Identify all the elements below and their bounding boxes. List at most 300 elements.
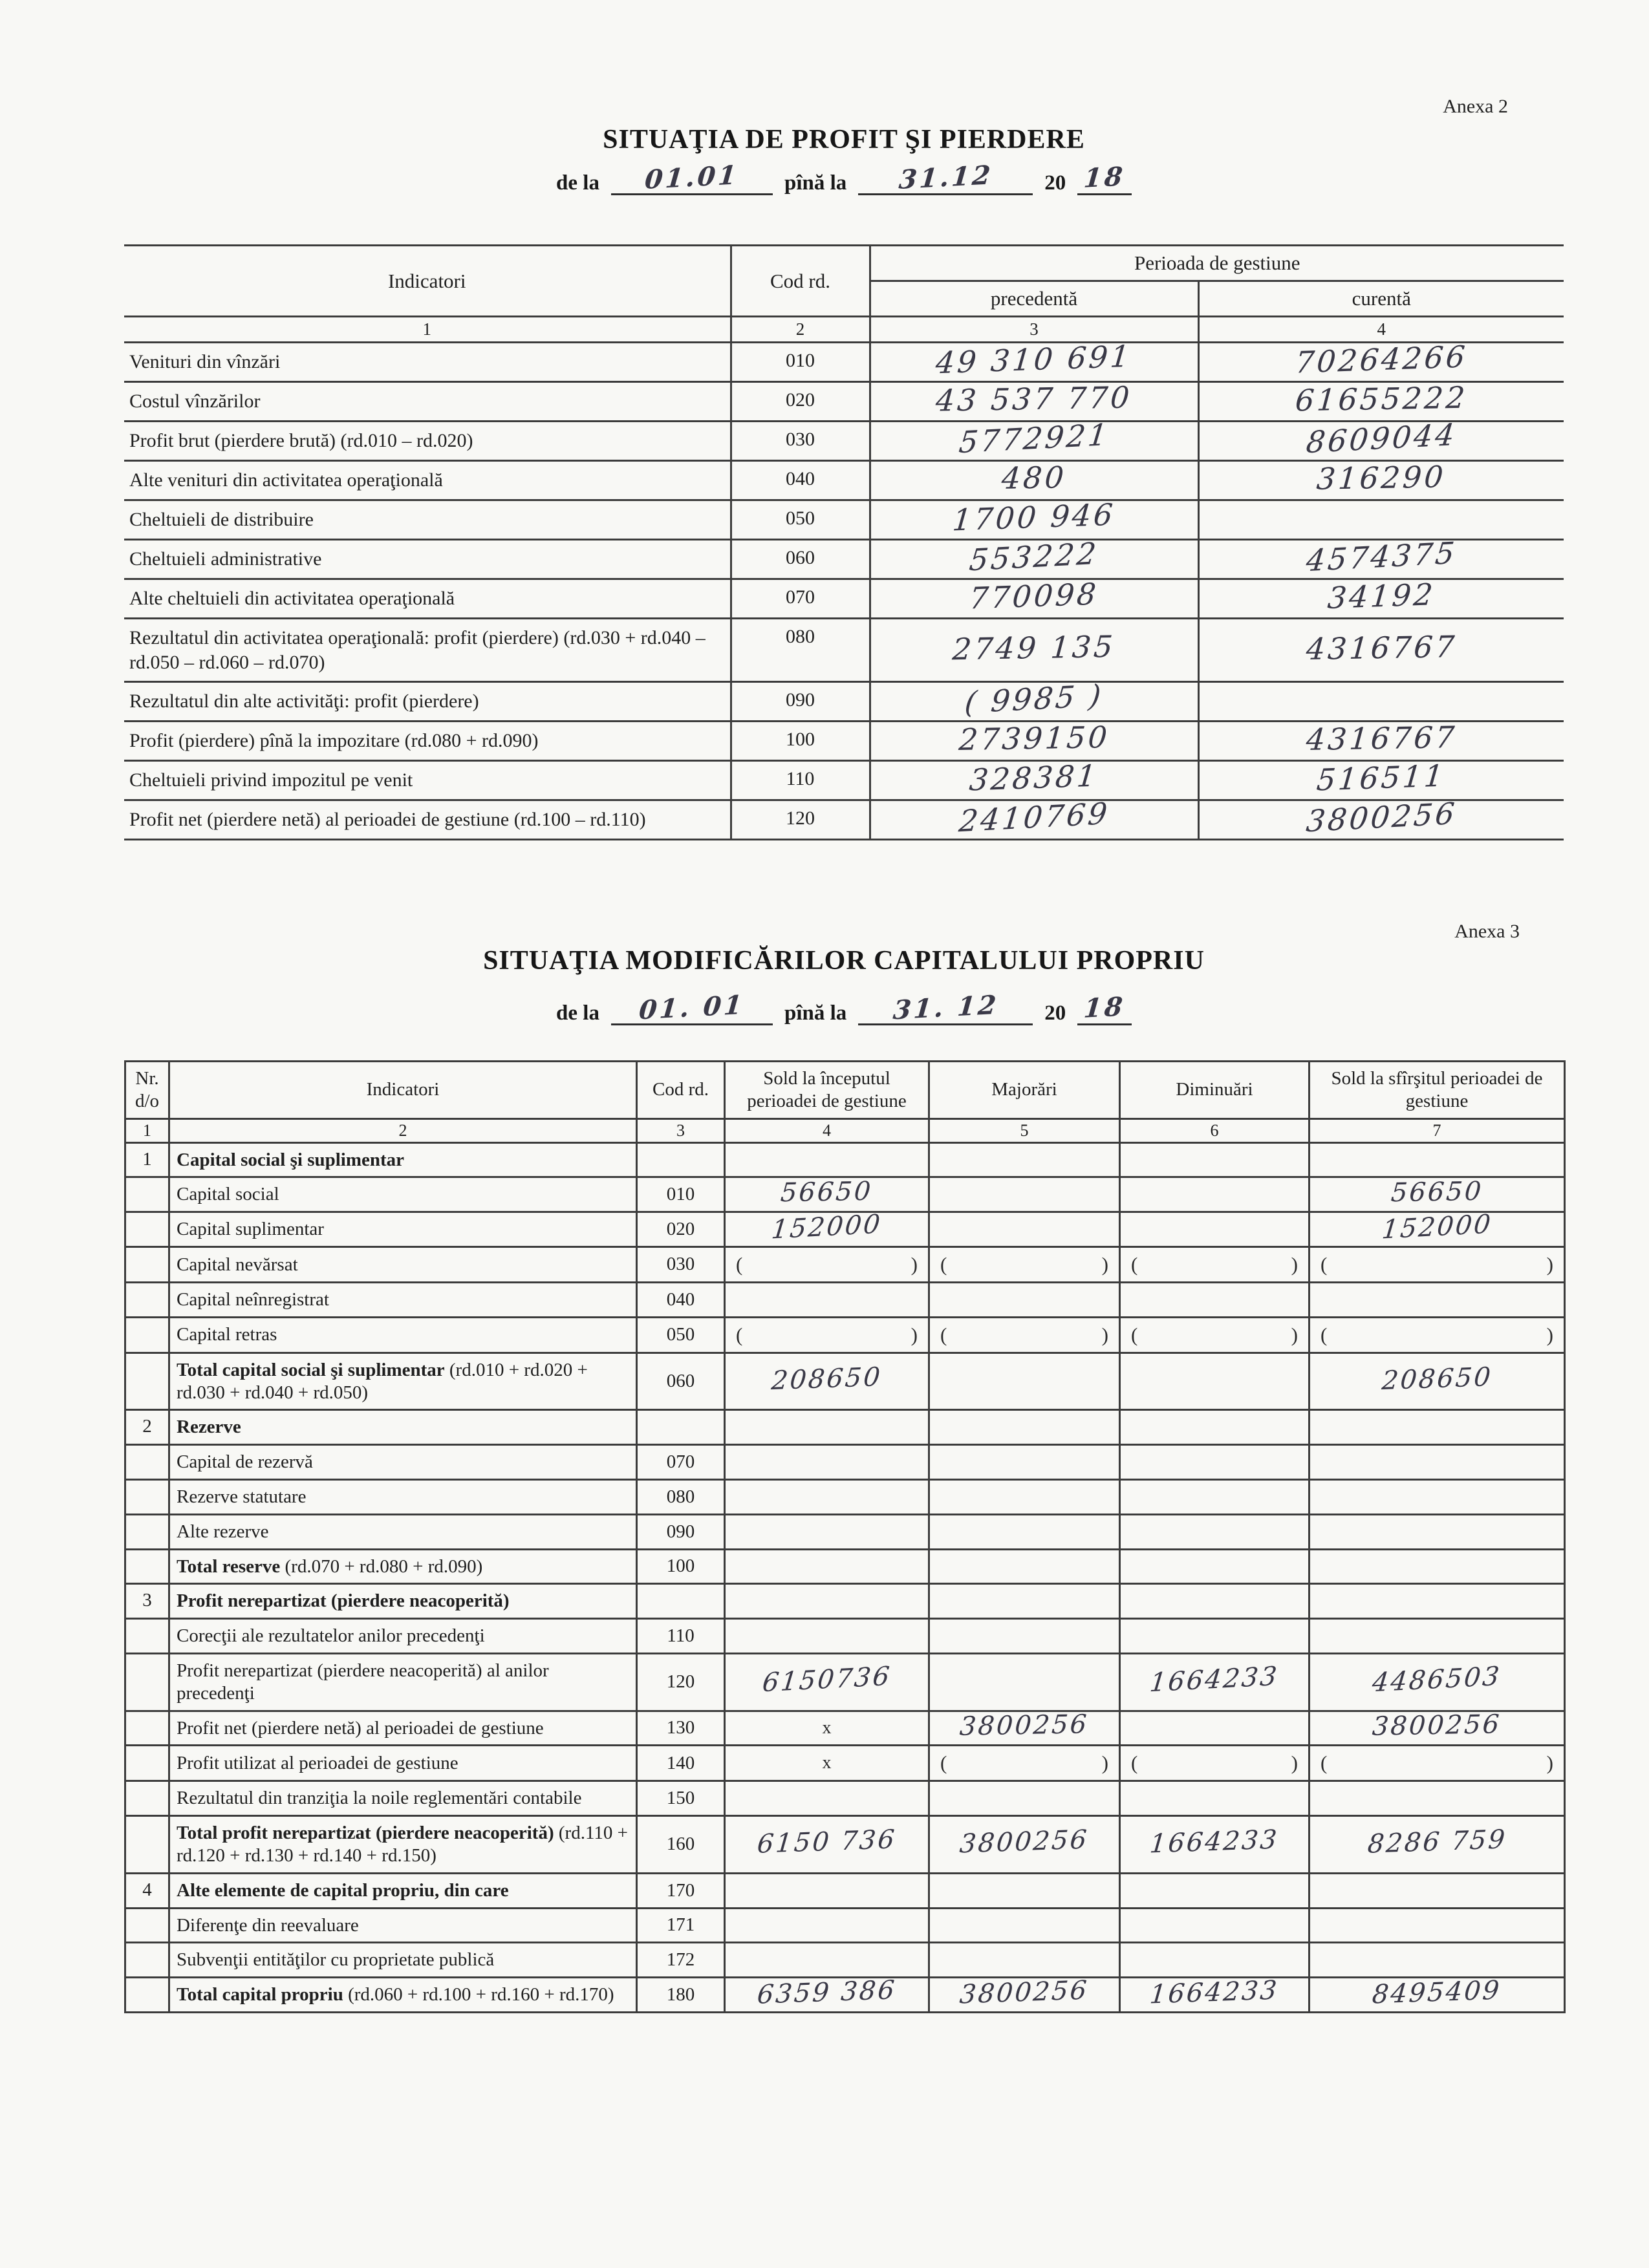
pl-table-row — [124, 619, 1564, 682]
row-number-cell — [125, 1549, 169, 1584]
value-current-cell — [1198, 576, 1564, 619]
value-previous-cell — [870, 795, 1198, 840]
indicator-label: Profit nerepartizat (pierdere neacoperită) — [177, 1590, 510, 1612]
empty-parentheses — [736, 1253, 918, 1276]
closing-balance-cell — [1310, 1873, 1565, 1908]
equity-table-header — [125, 1062, 1565, 1143]
indicator-label: Total capital propriu — [177, 1984, 343, 2006]
indicator-label-cell: Costul vînzărilor — [124, 382, 731, 422]
row-code-cell: 130 — [637, 1711, 725, 1746]
empty-parentheses — [736, 1323, 918, 1347]
open-paren: ( — [736, 1252, 743, 1276]
row-code-cell: 160 — [637, 1816, 725, 1874]
indicator-label-cell — [169, 1711, 637, 1746]
opening-balance-cell — [725, 1445, 929, 1480]
opening-balance-cell — [725, 1975, 929, 2013]
profit-loss-dateline — [124, 160, 1564, 195]
indicator-label-cell — [169, 1212, 637, 1247]
date-from-field — [611, 160, 773, 195]
row-code-cell: 100 — [731, 722, 870, 761]
opening-balance-cell — [725, 1943, 929, 1978]
pl-table-row — [124, 540, 1564, 579]
close-paren: ) — [1101, 1751, 1108, 1775]
increases-cell — [929, 1908, 1120, 1943]
indicator-label: Capital social şi suplimentar — [177, 1149, 405, 1170]
decreases-cell — [1120, 1975, 1310, 2013]
closing-balance-cell — [1310, 1410, 1565, 1445]
decreases-cell — [1120, 1943, 1310, 1978]
indicator-label-cell — [169, 1619, 637, 1654]
row-number-cell — [125, 1978, 169, 2013]
closing-balance-cell — [1310, 1209, 1565, 1247]
opening-balance-cell — [725, 1653, 929, 1711]
row-code-cell: 100 — [637, 1549, 725, 1584]
row-code-cell: 010 — [731, 343, 870, 382]
row-code-cell: 120 — [731, 800, 870, 840]
open-paren: ( — [1320, 1252, 1328, 1276]
increases-cell — [929, 1514, 1120, 1549]
header-current-period: curentă — [1198, 281, 1564, 317]
row-code-cell: 172 — [637, 1943, 725, 1978]
row-number-cell: 3 — [125, 1584, 169, 1619]
handwritten-value: 516511 — [1315, 758, 1448, 798]
date-from-handwritten: 01.01 — [643, 160, 740, 195]
handwritten-value: 2749 135 — [951, 628, 1117, 667]
handwritten-value: ( 9985 ) — [963, 678, 1105, 720]
decreases-cell — [1120, 1584, 1310, 1619]
header-indicators: Indicatori — [124, 246, 731, 317]
increases-cell — [929, 1873, 1120, 1908]
value-current-cell — [1198, 682, 1564, 722]
opening-balance-cell — [725, 1873, 929, 1908]
equity-table-row — [125, 1479, 1565, 1514]
equity-dateline — [124, 989, 1564, 1026]
column-number: 2 — [731, 317, 870, 343]
indicator-label-cell — [169, 1479, 637, 1514]
equity-table-row — [125, 1711, 1565, 1746]
decreases-cell — [1120, 1410, 1310, 1445]
opening-balance-cell — [725, 1209, 929, 1247]
equity-table-row — [125, 1142, 1565, 1177]
row-number-cell — [125, 1246, 169, 1282]
year-handwritten: 18 — [1083, 991, 1127, 1024]
close-paren: ) — [1546, 1751, 1553, 1775]
row-code-cell: 170 — [637, 1873, 725, 1908]
closing-balance-cell — [1310, 1353, 1565, 1410]
row-number-cell — [125, 1317, 169, 1353]
decreases-cell — [1120, 1711, 1310, 1746]
row-number-cell — [125, 1943, 169, 1978]
row-number-cell — [125, 1282, 169, 1317]
open-paren: ( — [1131, 1323, 1138, 1346]
indicator-label-cell: Profit net (pierdere netă) al perioadei de gestiune (rd.100 – rd.110) — [124, 800, 731, 840]
handwritten-value: 56650 — [1390, 1177, 1484, 1208]
indicator-label-cell — [169, 1549, 637, 1584]
handwritten-value: 3800256 — [1371, 1709, 1503, 1742]
indicator-label: Rezultatul din tranziţia la noile reglementări contabile — [177, 1788, 582, 1809]
pl-table-row — [124, 500, 1564, 540]
equity-table-row — [125, 1653, 1565, 1711]
closing-balance-cell — [1310, 1746, 1565, 1781]
row-code-cell — [637, 1142, 725, 1177]
closing-balance-cell — [1310, 1246, 1565, 1282]
row-code-cell: 080 — [731, 619, 870, 682]
column-number: 6 — [1120, 1118, 1310, 1142]
year-field — [1077, 161, 1132, 195]
column-number: 7 — [1310, 1118, 1565, 1142]
indicator-label-cell — [169, 1653, 637, 1711]
handwritten-value: 208650 — [1380, 1362, 1494, 1396]
indicator-label: Corecţii ale rezultatelor anilor precedenţi — [177, 1625, 485, 1647]
close-paren: ) — [911, 1323, 918, 1346]
value-previous-cell — [870, 416, 1198, 461]
annex-3-label: Anexa 3 — [1454, 921, 1520, 942]
empty-parentheses — [940, 1253, 1108, 1276]
equity-table-row — [125, 1908, 1565, 1943]
value-current-cell — [1198, 382, 1564, 422]
opening-balance-cell — [725, 1317, 929, 1353]
closing-balance-cell — [1310, 1479, 1565, 1514]
row-code-cell: 020 — [731, 382, 870, 422]
profit-loss-table-header — [124, 246, 1564, 343]
value-current-cell — [1198, 339, 1564, 382]
row-number-cell — [125, 1514, 169, 1549]
header-indicators: Indicatori — [169, 1062, 637, 1119]
indicator-label: Rezerve — [177, 1417, 241, 1438]
value-previous-cell — [870, 535, 1198, 579]
handwritten-value: 1700 946 — [951, 497, 1117, 538]
indicator-label: Capital de rezervă — [177, 1451, 313, 1473]
opening-balance-cell — [725, 1177, 929, 1212]
year-century-label: 20 — [1044, 171, 1066, 195]
value-previous-cell — [870, 758, 1198, 800]
closing-balance-cell — [1310, 1816, 1565, 1874]
handwritten-value: 152000 — [770, 1209, 884, 1245]
empty-parentheses — [940, 1751, 1108, 1775]
handwritten-value: 1664233 — [1148, 1975, 1280, 2010]
row-number-cell — [125, 1653, 169, 1711]
value-previous-cell — [870, 719, 1198, 761]
close-paren: ) — [1291, 1252, 1298, 1276]
header-opening-balance: Sold la începutul perioadei de gestiune — [725, 1062, 929, 1119]
handwritten-value: 70264266 — [1293, 339, 1469, 380]
handwritten-value: 4316767 — [1304, 628, 1458, 667]
indicator-label-cell: Cheltuieli administrative — [124, 540, 731, 579]
pl-table-row — [124, 461, 1564, 500]
date-to-field — [858, 989, 1033, 1026]
decreases-cell — [1120, 1445, 1310, 1480]
value-previous-cell — [870, 678, 1198, 722]
row-code-cell: 010 — [637, 1177, 725, 1212]
row-code-cell: 020 — [637, 1212, 725, 1247]
handwritten-value: 61655222 — [1294, 380, 1469, 418]
handwritten-value: 3800256 — [1304, 795, 1459, 839]
close-paren: ) — [1546, 1323, 1553, 1346]
decreases-cell — [1120, 1317, 1310, 1353]
row-code-cell: 050 — [731, 500, 870, 540]
opening-balance-cell — [725, 1908, 929, 1943]
increases-cell — [929, 1246, 1120, 1282]
handwritten-value: 480 — [1000, 460, 1068, 496]
indicator-label: Profit net (pierdere netă) al perioadei de gestiune — [177, 1717, 544, 1738]
row-code-cell: 110 — [731, 761, 870, 800]
indicator-label-cell — [169, 1584, 637, 1619]
increases-cell — [929, 1317, 1120, 1353]
handwritten-value: 3800256 — [958, 1975, 1090, 2010]
value-current-cell — [1198, 795, 1564, 840]
row-code-cell: 080 — [637, 1479, 725, 1514]
row-code-cell: 090 — [731, 682, 870, 722]
empty-parentheses — [1131, 1751, 1298, 1775]
column-number: 1 — [124, 317, 731, 343]
indicator-label-cell — [169, 1317, 637, 1353]
empty-parentheses — [1131, 1323, 1298, 1347]
increases-cell — [929, 1212, 1120, 1247]
decreases-cell — [1120, 1619, 1310, 1654]
increases-cell — [929, 1353, 1120, 1410]
increases-cell — [929, 1549, 1120, 1584]
equity-table-row — [125, 1317, 1565, 1353]
empty-parentheses — [1320, 1751, 1553, 1775]
decreases-cell — [1120, 1514, 1310, 1549]
indicator-label: Alte rezerve — [177, 1521, 269, 1542]
closing-balance-cell — [1310, 1514, 1565, 1549]
annex-2-label: Anexa 2 — [1443, 96, 1508, 117]
column-number: 3 — [870, 317, 1198, 343]
date-from-handwritten: 01. 01 — [638, 989, 746, 1026]
row-number-cell — [125, 1908, 169, 1943]
pl-table-row — [124, 800, 1564, 840]
row-number-cell — [125, 1212, 169, 1247]
increases-cell — [929, 1584, 1120, 1619]
increases-cell — [929, 1142, 1120, 1177]
increases-cell — [929, 1711, 1120, 1746]
header-period: Perioada de gestiune — [870, 246, 1564, 281]
row-code-cell: 060 — [731, 540, 870, 579]
closing-balance-cell — [1310, 1142, 1565, 1177]
value-current-cell — [1198, 500, 1564, 540]
value-current-cell — [1198, 719, 1564, 761]
opening-balance-cell — [725, 1410, 929, 1445]
handwritten-value: 49 310 691 — [934, 338, 1134, 381]
row-number-cell: 4 — [125, 1873, 169, 1908]
increases-cell — [929, 1619, 1120, 1654]
close-paren: ) — [1101, 1323, 1108, 1346]
empty-parentheses — [1131, 1253, 1298, 1276]
row-code-cell: 070 — [637, 1445, 725, 1480]
row-code-cell: 171 — [637, 1908, 725, 1943]
handwritten-value: 4574375 — [1304, 535, 1459, 579]
header-code: Cod rd. — [637, 1062, 725, 1119]
closing-balance-cell — [1310, 1584, 1565, 1619]
row-number-cell — [125, 1445, 169, 1480]
header-increases: Majorări — [929, 1062, 1120, 1119]
closing-balance-cell — [1310, 1619, 1565, 1654]
equity-table-row — [125, 1353, 1565, 1410]
indicator-label-cell: Venituri din vînzări — [124, 343, 731, 382]
date-to-handwritten: 31. 12 — [891, 989, 1000, 1026]
row-code-cell: 090 — [637, 1514, 725, 1549]
row-number-cell: 2 — [125, 1410, 169, 1445]
empty-parentheses — [940, 1323, 1108, 1347]
indicator-label-cell: Profit (pierdere) pînă la impozitare (rd.080 + rd.090) — [124, 722, 731, 761]
row-number-cell — [125, 1746, 169, 1781]
equity-title: SITUAŢIA MODIFICĂRILOR CAPITALULUI PROPRIU — [483, 946, 1205, 976]
empty-parentheses — [1320, 1323, 1553, 1347]
pl-table-row — [124, 343, 1564, 382]
row-code-cell: 070 — [731, 579, 870, 619]
equity-table-row — [125, 1212, 1565, 1247]
value-current-cell — [1198, 619, 1564, 682]
pl-table-row — [124, 722, 1564, 761]
closing-balance-cell — [1310, 1908, 1565, 1943]
row-code-cell: 030 — [637, 1246, 725, 1282]
not-applicable-mark: x — [822, 1753, 832, 1773]
increases-cell — [929, 1282, 1120, 1317]
decreases-cell — [1120, 1653, 1310, 1711]
indicator-label: Diferenţe din reevaluare — [177, 1914, 359, 1936]
row-code-cell: 040 — [731, 461, 870, 500]
indicator-label: Subvenţii entităţilor cu proprietate publică — [177, 1949, 495, 1971]
value-current-cell — [1198, 535, 1564, 579]
column-number: 5 — [929, 1118, 1120, 1142]
row-code-cell: 180 — [637, 1978, 725, 2013]
indicator-label-cell — [169, 1908, 637, 1943]
profit-loss-table — [124, 244, 1564, 840]
opening-balance-cell — [725, 1282, 929, 1317]
value-previous-cell — [870, 382, 1198, 422]
indicator-label-cell — [169, 1177, 637, 1212]
decreases-cell — [1120, 1353, 1310, 1410]
close-paren: ) — [911, 1252, 918, 1276]
decreases-cell — [1120, 1282, 1310, 1317]
closing-balance-cell — [1310, 1781, 1565, 1816]
opening-balance-cell — [725, 1142, 929, 1177]
equity-table-row — [125, 1978, 1565, 2013]
column-number: 3 — [637, 1118, 725, 1142]
increases-cell — [929, 1746, 1120, 1781]
decreases-cell — [1120, 1142, 1310, 1177]
handwritten-value: 8495409 — [1371, 1975, 1503, 2010]
opening-balance-cell — [725, 1746, 929, 1781]
equity-table — [124, 1060, 1566, 2013]
equity-table-row — [125, 1514, 1565, 1549]
increases-cell — [929, 1177, 1120, 1212]
header-nr: Nr. d/o — [125, 1062, 169, 1119]
indicator-label-cell: Profit brut (pierdere brută) (rd.010 – rd.020) — [124, 422, 731, 461]
indicator-label: Capital social — [177, 1184, 279, 1205]
handwritten-value: 5772921 — [956, 416, 1112, 460]
handwritten-value: 6150736 — [760, 1661, 893, 1698]
handwritten-value: 2410769 — [956, 795, 1112, 839]
handwritten-value: 152000 — [1380, 1209, 1494, 1245]
close-paren: ) — [1101, 1252, 1108, 1276]
row-code-cell: 040 — [637, 1282, 725, 1317]
equity-table-row — [125, 1445, 1565, 1480]
close-paren: ) — [1291, 1751, 1298, 1775]
indicator-label: Capital retras — [177, 1324, 277, 1345]
decreases-cell — [1120, 1549, 1310, 1584]
equity-table-row — [125, 1584, 1565, 1619]
equity-table-row — [125, 1943, 1565, 1978]
opening-balance-cell — [725, 1781, 929, 1816]
row-number-cell — [125, 1177, 169, 1212]
date-from-label: de la — [556, 1001, 599, 1025]
value-previous-cell — [870, 497, 1198, 540]
indicator-label-cell — [169, 1746, 637, 1781]
handwritten-value: 6359 386 — [756, 1975, 898, 2010]
closing-balance-cell — [1310, 1317, 1565, 1353]
profit-loss-title: SITUAŢIA DE PROFIT ŞI PIERDERE — [603, 125, 1085, 155]
closing-balance-cell — [1310, 1445, 1565, 1480]
decreases-cell — [1120, 1908, 1310, 1943]
date-to-handwritten: 31.12 — [897, 160, 994, 195]
header-previous-period: precedentă — [870, 281, 1198, 317]
indicator-label-cell — [169, 1282, 637, 1317]
pl-table-row — [124, 579, 1564, 619]
pl-table-row — [124, 382, 1564, 422]
indicator-label: Alte elemente de capital propriu, din care — [177, 1879, 509, 1901]
indicator-label: Total capital social şi suplimentar — [177, 1359, 445, 1380]
indicator-label: Total profit nerepartizat (pierdere neacoperită) — [177, 1823, 554, 1844]
handwritten-value: 8286 759 — [1366, 1824, 1508, 1860]
handwritten-value: 2739150 — [957, 719, 1111, 758]
closing-balance-cell — [1310, 1653, 1565, 1711]
handwritten-value: 8609044 — [1304, 416, 1459, 460]
row-code-cell: 150 — [637, 1781, 725, 1816]
not-applicable-mark: x — [822, 1717, 832, 1738]
equity-table-row — [125, 1746, 1565, 1781]
column-number: 1 — [125, 1118, 169, 1142]
indicator-label-cell — [169, 1410, 637, 1445]
indicator-label-cell: Cheltuieli privind impozitul pe venit — [124, 761, 731, 800]
open-paren: ( — [940, 1323, 947, 1346]
indicator-formula: (rd.060 + rd.100 + rd.160 + rd.170) — [343, 1984, 614, 2006]
row-code-cell: 050 — [637, 1317, 725, 1353]
header-decreases: Diminuări — [1120, 1062, 1310, 1119]
row-number-cell — [125, 1781, 169, 1816]
value-previous-cell — [870, 338, 1198, 382]
indicator-label-cell — [169, 1142, 637, 1177]
indicator-label: Capital nevărsat — [177, 1254, 298, 1275]
header-code: Cod rd. — [731, 246, 870, 317]
column-number: 2 — [169, 1118, 637, 1142]
row-code-cell: 120 — [637, 1653, 725, 1711]
closing-balance-cell — [1310, 1975, 1565, 2013]
open-paren: ( — [1131, 1252, 1138, 1276]
open-paren: ( — [1320, 1323, 1328, 1346]
date-to-label: pînă la — [784, 1001, 847, 1025]
equity-table-row — [125, 1619, 1565, 1654]
opening-balance-cell — [725, 1619, 929, 1654]
indicator-label-cell — [169, 1445, 637, 1480]
open-paren: ( — [940, 1252, 947, 1276]
indicator-label: Capital neînregistrat — [177, 1289, 329, 1310]
handwritten-value: 34192 — [1326, 576, 1437, 615]
decreases-cell — [1120, 1246, 1310, 1282]
increases-cell — [929, 1410, 1120, 1445]
indicator-label-cell — [169, 1816, 637, 1874]
equity-table-row — [125, 1549, 1565, 1584]
handwritten-value: 328381 — [967, 758, 1101, 798]
indicator-label-cell — [169, 1781, 637, 1816]
increases-cell — [929, 1479, 1120, 1514]
value-current-cell — [1198, 461, 1564, 500]
increases-cell — [929, 1975, 1120, 2013]
equity-table-row — [125, 1282, 1565, 1317]
empty-parentheses — [1320, 1253, 1553, 1276]
handwritten-value: 56650 — [779, 1177, 874, 1208]
